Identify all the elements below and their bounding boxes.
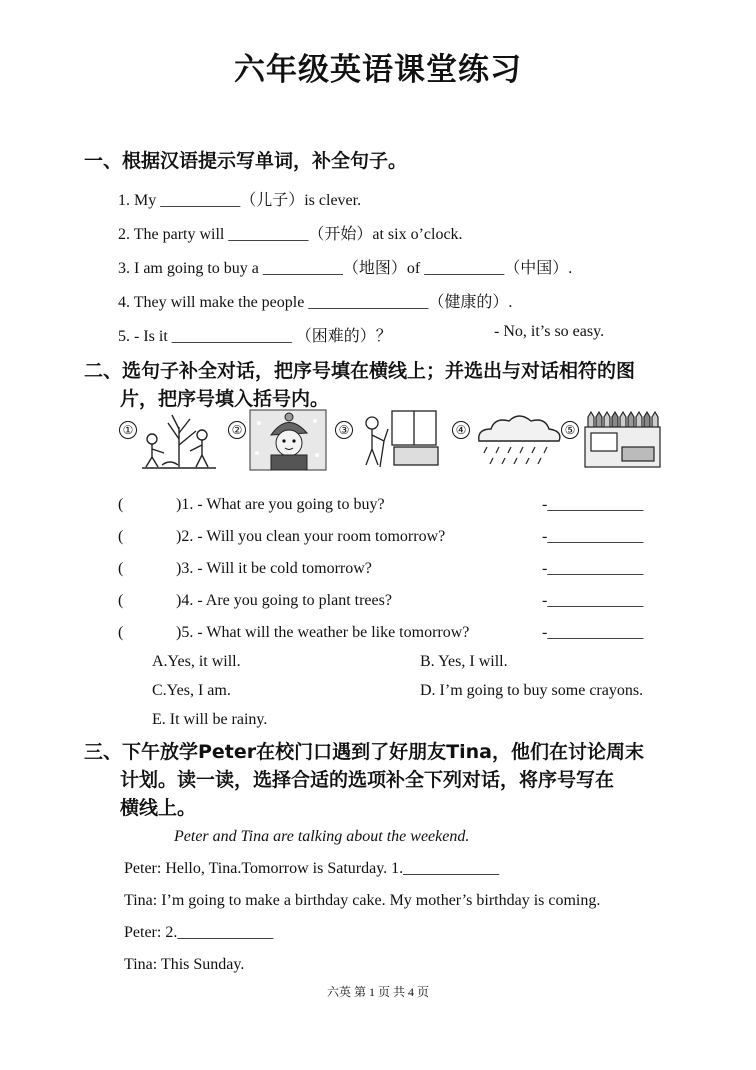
- section1-item-2: 2. The party will __________（开始）at six o’clock.: [118, 226, 463, 243]
- option-b: B. Yes, I will.: [420, 653, 508, 670]
- question-4-text: )4. - Are you going to plant trees?: [176, 592, 392, 609]
- picture-number-3: ③: [335, 421, 353, 439]
- section2-heading-line1: 二、选句子补全对话，把序号填在横线上；并选出与对话相符的图: [84, 360, 636, 382]
- question-5-answer-blank: -____________: [542, 624, 644, 641]
- section1-item-5-answer: - No, it’s so easy.: [494, 323, 605, 340]
- section2-heading-line2: 片，把序号填入括号内。: [120, 388, 330, 410]
- page-title: 六年级英语课堂练习: [234, 52, 522, 88]
- section1-item-3: 3. I am going to buy a __________（地图）of __________（中国）.: [118, 260, 573, 277]
- question-1-text: )1. - What are you going to buy?: [176, 496, 385, 513]
- dialogue-line-3: Peter: 2.____________: [124, 924, 274, 941]
- option-e: E. It will be rainy.: [152, 711, 268, 728]
- rain-cloud-icon: [473, 409, 565, 471]
- question-1-paren: (: [118, 496, 124, 513]
- question-1-answer-blank: -____________: [542, 496, 644, 513]
- children-planting-tree-icon: [140, 409, 218, 471]
- option-c: C.Yes, I am.: [152, 682, 231, 699]
- section1-item-4: 4. They will make the people _______________（健康的）.: [118, 294, 513, 311]
- section3-heading-line3: 横线上。: [120, 797, 197, 819]
- picture-number-5: ⑤: [561, 421, 579, 439]
- question-5-text: )5. - What will the weather be like tomorrow?: [176, 624, 470, 641]
- section3-heading-line2: 计划。读一读，选择合适的选项补全下列对话，将序号写在: [120, 769, 615, 791]
- question-2-paren: (: [118, 528, 124, 545]
- question-5-paren: (: [118, 624, 124, 641]
- option-d: D. I’m going to buy some crayons.: [420, 682, 644, 699]
- dialogue-line-1: Peter: Hello, Tina.Tomorrow is Saturday. 1.____________: [124, 860, 500, 877]
- section3-intro: Peter and Tina are talking about the weekend.: [174, 828, 470, 845]
- boy-cleaning-room-icon: [356, 409, 442, 471]
- dialogue-line-2: Tina: I’m going to make a birthday cake. My mother’s birthday is coming.: [124, 892, 601, 909]
- question-2-text: )2. - Will you clean your room tomorrow?: [176, 528, 446, 545]
- picture-number-1: ①: [119, 421, 137, 439]
- question-2-answer-blank: -____________: [542, 528, 644, 545]
- section1-heading: 一、根据汉语提示写单词，补全句子。: [84, 150, 408, 172]
- question-4-answer-blank: -____________: [542, 592, 644, 609]
- question-3-text: )3. - Will it be cold tomorrow?: [176, 560, 372, 577]
- dialogue-line-4: Tina: This Sunday.: [124, 956, 245, 973]
- question-3-paren: (: [118, 560, 124, 577]
- picture-number-4: ④: [452, 421, 470, 439]
- section3-heading-line1: 三、下午放学Peter在校门口遇到了好朋友Tina，他们在讨论周末: [84, 741, 644, 763]
- picture-number-2: ②: [228, 421, 246, 439]
- section1-item-1: 1. My __________（儿子）is clever.: [118, 192, 362, 209]
- child-in-winter-hat-icon: [249, 409, 327, 471]
- option-a: A.Yes, it will.: [152, 653, 241, 670]
- crayons-box-icon: [582, 409, 662, 471]
- question-3-answer-blank: -____________: [542, 560, 644, 577]
- page-footer: 六英 第 1 页 共 4 页: [326, 985, 429, 999]
- question-4-paren: (: [118, 592, 124, 609]
- section1-item-5-question: 5. - Is it _______________ （困难的）？: [118, 328, 392, 345]
